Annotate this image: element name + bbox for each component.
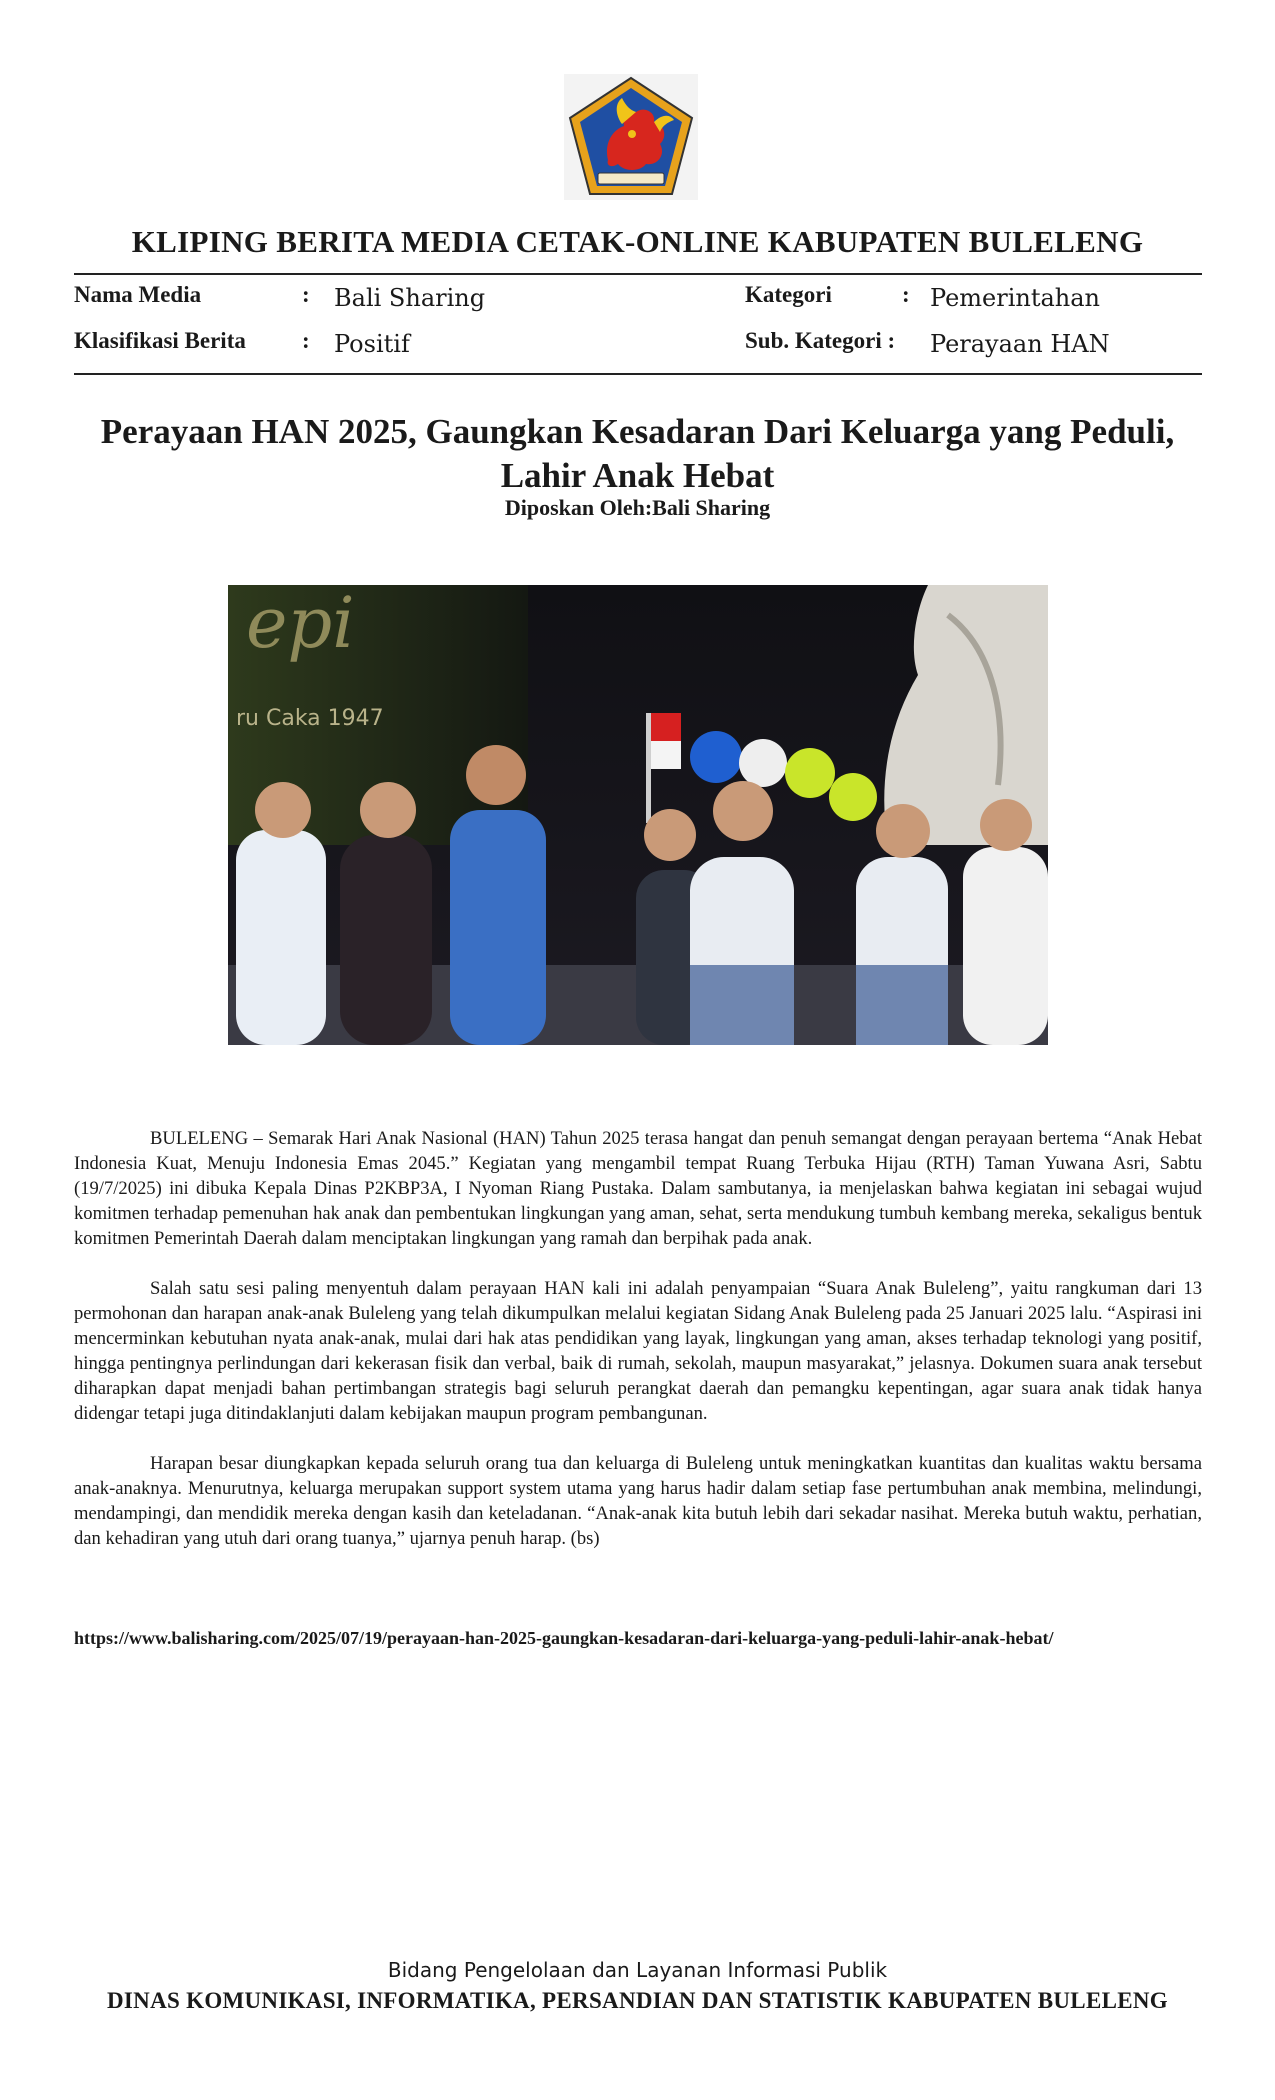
buleleng-crest-logo (564, 74, 698, 200)
category-value: Pemerintahan (930, 284, 1101, 312)
footer-department-name: DINAS KOMUNIKASI, INFORMATIKA, PERSANDIAN DAN STATISTIK KABUPATEN BULELENG (107, 1988, 1168, 2013)
buleleng-regency-crest-icon (564, 74, 698, 200)
source-url-link[interactable]: https://www.balisharing.com/2025/07/19/perayaan-han-2025-gaungkan-kesadaran-dari-keluarga-yang-peduli-lahir-anak-hebat/ (74, 1628, 1054, 1648)
media-name-value: Bali Sharing (334, 284, 486, 312)
clipping-header-title: KLIPING BERITA MEDIA CETAK-ONLINE KABUPATEN BULELENG (131, 224, 1144, 259)
article-title: Perayaan HAN 2025, Gaungkan Kesadaran Dari Keluarga yang Peduli, Lahir Anak Hebat (100, 412, 1175, 495)
header-rule-bottom (74, 373, 1202, 375)
footer-unit-name: Bidang Pengelolaan dan Layanan Informasi Publik (387, 1958, 888, 1982)
classification-label: Klasifikasi Berita (74, 328, 246, 353)
subcategory-value: Perayaan HAN (930, 330, 1110, 358)
article-paragraph: Harapan besar diungkapkan kepada seluruh orang tua dan keluarga di Buleleng untuk meningkatkan kuantitas dan kualitas waktu bersama anak-anaknya. Menurutnya, keluarga merupakan support system utama yang harus hadir dalam setiap fase pertumbuhan anak membina, melindungi, mendampingi, dan mendidik mereka dengan kasih dan keteladanan. “Anak-anak kita butuh lebih dari sekadar nasihat. Mereka butuh waktu, perhatian, dan kehadiran yang utuh dari orang tuanya,” ujarnya penuh harap. (bs) (74, 1453, 1202, 1549)
photo-backdrop-text: epi (246, 585, 355, 664)
article-photo (228, 585, 1048, 1045)
media-name-colon: : (302, 282, 310, 307)
photo-backdrop-subtext: ru Caka 1947 (236, 706, 384, 731)
article-byline: Diposkan Oleh:Bali Sharing (504, 495, 771, 520)
classification-value: Positif (334, 330, 410, 358)
category-colon: : (902, 282, 910, 307)
media-name-label: Nama Media (74, 282, 202, 307)
article-paragraph: Salah satu sesi paling menyentuh dalam perayaan HAN kali ini adalah penyampaian “Suara Anak Buleleng”, yaitu rangkuman dari 13 permohonan dan harapan anak-anak Buleleng yang telah dikumpulkan melalui kegiatan Sidang Anak Buleleng pada 25 Januari 2025 lalu. “Aspirasi ini mencerminkan kebutuhan nyata anak-anak, mulai dari hak atas pendidikan yang layak, lingkungan yang aman, akses terhadap teknologi yang positif, hingga pentingnya perlindungan dari kekerasan fisik dan verbal, baik di rumah, sekolah, maupun masyarakat,” jelasnya. Dokumen suara anak tersebut diharapkan dapat menjadi bahan pertimbangan strategis bagi seluruh perangkat daerah dan pemangku kepentingan, agar suara anak tidak hanya didengar tetapi juga ditindaklanjuti dalam kebijakan maupun program pembangunan. (74, 1278, 1202, 1424)
classification-colon: : (302, 328, 310, 353)
celebration-stage-photo (228, 585, 1048, 1045)
subcategory-label: Sub. Kategori : (745, 328, 896, 353)
article-body (74, 1126, 1202, 1576)
article-paragraph: BULELENG – Semarak Hari Anak Nasional (HAN) Tahun 2025 terasa hangat dan penuh semangat dengan perayaan bertema “Anak Hebat Indonesia Kuat, Menuju Indonesia Emas 2045.” Kegiatan yang mengambil tempat Ruang Terbuka Hijau (RTH) Taman Yuwana Asri, Sabtu (19/7/2025) ini dibuka Kepala Dinas P2KBP3A, I Nyoman Riang Pustaka. Dalam sambutanya, ia menjelaskan bahwa kegiatan ini sebagai wujud komitmen terhadap pemenuhan hak anak dan pembentukan lingkungan yang aman, sehat, serta mendukung tumbuh kembang mereka, sekaligus bentuk komitmen Pemerintah Daerah dalam menciptakan lingkungan yang ramah dan berpihak pada anak. (74, 1128, 1202, 1249)
header-rule-top (74, 273, 1202, 275)
category-label: Kategori (745, 282, 832, 307)
